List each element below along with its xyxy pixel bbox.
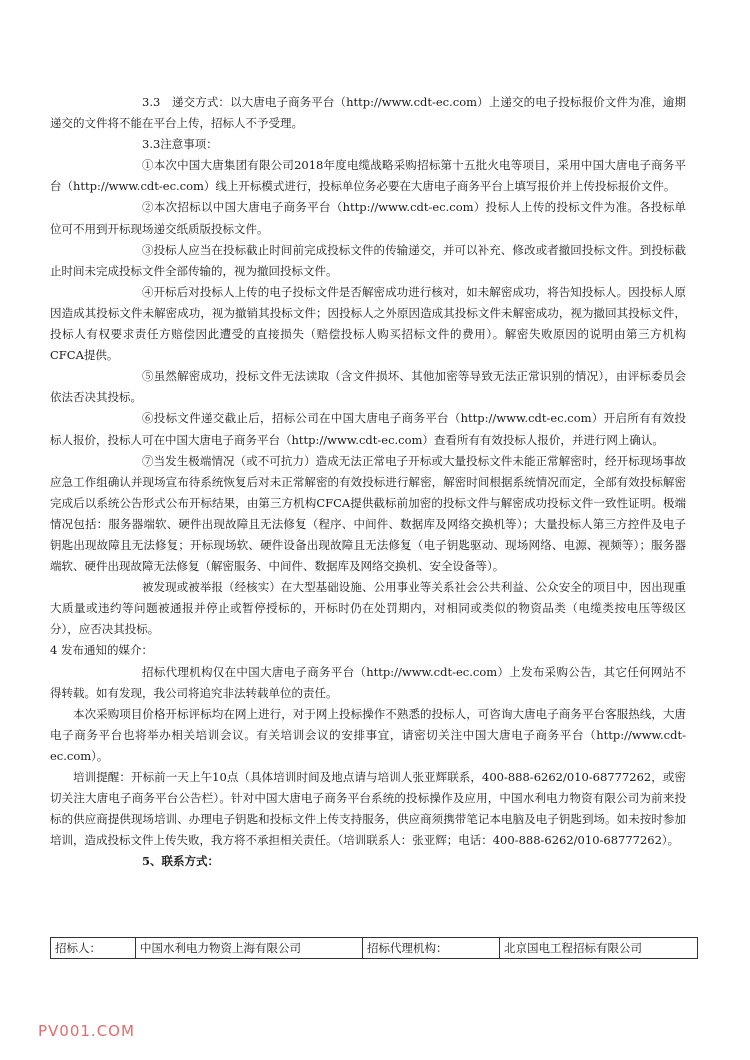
para-note-7: ⑦当发生极端情况（或不可抗力）造成无法正常电子开标或大量投标文件未能正常解密时，经开标现场事故应急工作组确认并现场宣布待系统恢复后对未正常解密的有效投标进行解密，解密时间根据系统情况而定，全部有效投标解密完成后以系统公告形式公布开标结果，由第三方机构CFCA提供截标前加密的投标文件与解密成功投标文件一致性证明。极端情况包括：服务器端软、硬件出现故障且无法修复（程序、中间件、数据库及网络交换机等）；大量投标人第三方控件及电子钥匙出现故障且无法修复；开标现场软、硬件设备出现故障且无法修复（电子钥匙驱动、现场网络、电源、视频等）；服务器端软、硬件出现故障无法修复（解密服务、中间件、数据库及网络交换机、安全设备等）。 bbox=[50, 453, 686, 574]
para-3-3-notes-heading: 3.3注意事项： bbox=[142, 137, 218, 152]
agency-label: 招标代理机构： bbox=[363, 938, 500, 959]
para-note-6: ⑥投标文件递交截止后，招标公司在中国大唐电子商务平台（http://www.cdt-ec.com）开启所有有效投标人报价，投标人可在中国大唐电子商务平台（http://www.cdt-ec.com）查看所有有效投标人报价，并进行网上确认。 bbox=[50, 411, 686, 447]
agency-value: 北京国电工程招标有限公司 bbox=[500, 938, 698, 959]
para-note-1: ①本次中国大唐集团有限公司2018年度电缆战略采购招标第十五批火电等项目，采用中国大唐电子商务平台（http://www.cdt-ec.com）线上开标模式进行，投标单位务必要在大唐电子商务平台上填写报价并上传投标报价文件。 bbox=[50, 158, 686, 194]
watermark: PV001.COM bbox=[38, 1022, 135, 1040]
tenderer-value: 中国水利电力物资上海有限公司 bbox=[136, 938, 363, 959]
tenderer-label: 招标人： bbox=[51, 938, 136, 959]
document-body bbox=[50, 92, 686, 872]
para-training: 培训提醒：开标前一天上午10点（具体培训时间及地点请与培训人张亚辉联系，400-888-6262/010-68777262，或密切关注大唐电子商务平台公告栏）。针对中国大唐电子商务平台系统的投标操作及应用，中国水利电力物资有限公司为前来投标的供应商提供现场培训、办理电子钥匙和投标文件上传支持服务，供应商须携带笔记本电脑及电子钥匙到场。如未按时参加培训，造成投标文件上传失败，我方将不承担相关责任。（培训联系人：张亚辉；电话：400-888-6262/010-68777262）。 bbox=[50, 770, 686, 848]
para-publication: 招标代理机构仅在中国大唐电子商务平台（http://www.cdt-ec.com）上发布采购公告，其它任何网站不得转载。如有发现，我公司将追究非法转载单位的责任。 bbox=[50, 664, 686, 700]
section-5-heading: 5、联系方式： bbox=[142, 854, 220, 869]
para-note-3: ③投标人应当在投标截止时间前完成投标文件的传输递交，并可以补充、修改或者撤回投标文件。到投标截止时间未完成投标文件全部传输的，视为撤回投标文件。 bbox=[50, 242, 686, 278]
para-online-bidding: 本次采购项目价格开标评标均在网上进行，对于网上投标操作不熟悉的投标人，可咨询大唐电子商务平台客服热线，大唐电子商务平台也将举办相关培训会议。有关培训会议的安排事宜，请密切关注中国大唐电子商务平台（http://www.cdt-ec.com）。 bbox=[50, 706, 686, 763]
para-note-2: ②本次招标以中国大唐电子商务平台（http://www.cdt-ec.com）投标人上传的投标文件为准。各投标单位可不用到开标现场递交纸质版投标文件。 bbox=[50, 200, 686, 236]
para-note-4: ④开标后对投标人上传的电子投标文件是否解密成功进行核对，如未解密成功，将告知投标人。因投标人原因造成其投标文件未解密成功，视为撤销其投标文件；因投标人之外原因造成其投标文件未解密成功，视为撤回其投标文件，投标人有权要求责任方赔偿因此遭受的直接损失（赔偿投标人购买招标文件的费用）。解密失败原因的说明由第三方机构CFCA提供。 bbox=[50, 284, 686, 363]
para-3-3-delivery: 3.3 递交方式：以大唐电子商务平台（http://www.cdt-ec.com）上递交的电子投标报价文件为准，逾期递交的文件将不能在平台上传，招标人不予受理。 bbox=[50, 95, 686, 131]
para-penalty: 被发现或被举报（经核实）在大型基础设施、公用事业等关系社会公共利益、公众安全的项目中，因出现重大质量或违约等问题被通报并停止或暂停授标的，开标时仍在处罚期内，对相同或类似的物资品类（电缆类按电压等级区分），应否决其投标。 bbox=[50, 580, 686, 637]
para-note-5: ⑤虽然解密成功，投标文件无法读取（含文件损坏、其他加密等导致无法正常识别的情况），由评标委员会依法否决其投标。 bbox=[50, 369, 686, 405]
table-row bbox=[51, 938, 698, 959]
section-4-heading: 4 发布通知的媒介： bbox=[50, 643, 153, 658]
contact-table bbox=[50, 937, 698, 959]
